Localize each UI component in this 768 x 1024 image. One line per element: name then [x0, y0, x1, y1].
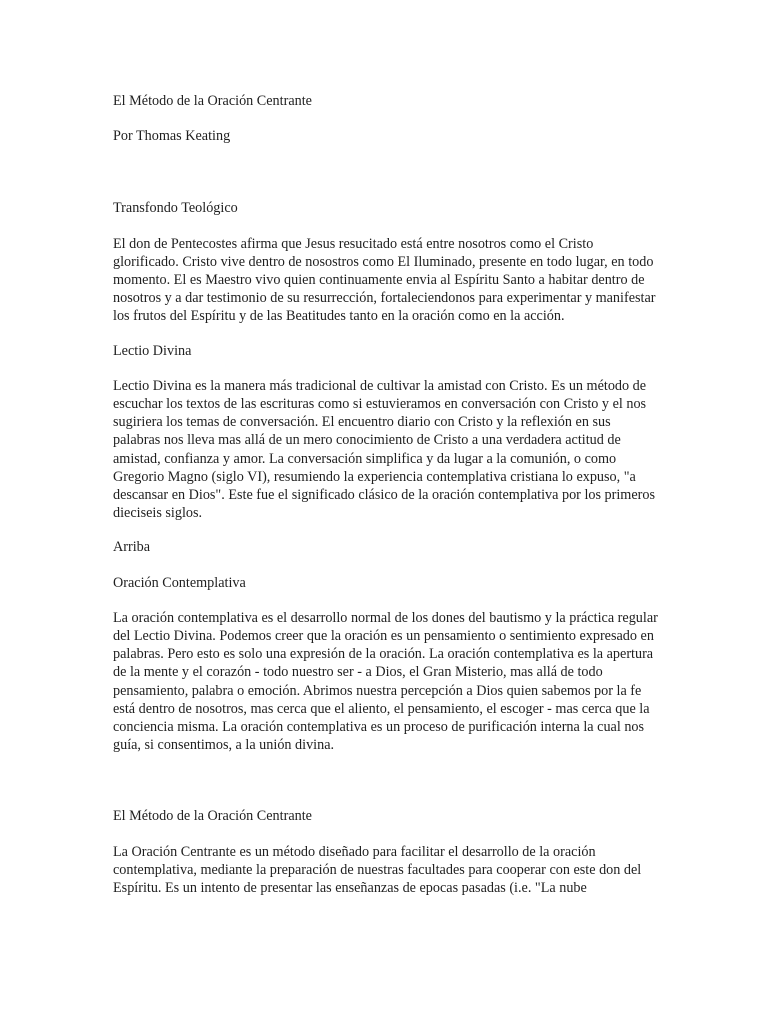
document-title: El Método de la Oración Centrante — [113, 93, 312, 109]
section-heading-transfondo: Transfondo Teológico — [113, 200, 238, 217]
section-heading-metodo: El Método de la Oración Centrante — [113, 808, 312, 825]
document-author: Por Thomas Keating — [113, 128, 231, 145]
section-body-metodo: La Oración Centrante es un método diseñado para facilitar el desarrollo de la oración contemplativa, mediante la preparación de nuestras facultades para cooperar con este don del Espíritu. Es un intento de presentar las enseñanzas de epocas pasadas (i.e. "La nube — [113, 843, 642, 897]
section-body-oracion-contemplativa: La oración contemplativa es el desarrollo normal de los dones del bautismo y la práctica regular del Lectio Divina. Podemos creer que la oración es un pensamiento o sentimiento expresado en palabras. Pero esto es solo una expresión de la oración. La oración contemplativa es la apertura de la mente y el corazón - todo nuestro ser - a Dios, el Gran Misterio, mas allá de todo pensamiento, palabra o emoción. Abrimos nuestra percepción a Dios quien sabemos por la fe está dentro de nosotros, mas cerca que el aliento, el pensamiento, el escoger - mas cerca que la conciencia misma. La oración contemplativa es un proceso de purificación interna la cual nos guía, si consentimos, a la unión divina. — [113, 609, 658, 754]
document-page — [113, 92, 658, 898]
section-heading-lectio-divina: Lectio Divina — [113, 342, 192, 359]
section-body-transfondo: El don de Pentecostes afirma que Jesus resucitado está entre nosotros como el Cristo glorificado. Cristo vive dentro de nosostros como El Iluminado, presente en todo lugar, en todo momento. El es Maestro vivo quien continuamente envia al Espíritu Santo a habitar dentro de nosotros y a dar testimonio de su resurrección, fortaleciendonos para experimentar y manifestar los frutos del Espíritu y de las Beatitudes tanto en la oración como en la acción. — [113, 235, 656, 325]
section-heading-oracion-contemplativa: Oración Contemplativa — [113, 574, 246, 591]
section-body-lectio-divina: Lectio Divina es la manera más tradicional de cultivar la amistad con Cristo. Es un método de escuchar los textos de las escrituras como si estuvieramos en conversación con Cristo y el nos sugiriera los temas de conversación. El encuentro diario con Cristo y la reflexión en sus palabras nos lleva mas allá de un mero conocimiento de Cristo a una verdadera actitud de amistad, confianza y amor. La conversación simplifica y da lugar a la comunión, o como Gregorio Magno (siglo VI), resumiendo la experiencia contemplativa cristiana lo expuso, "a descansar en Dios". Este fue el significado clásico de la oración contemplativa por los primeros dieciseis siglos. — [113, 377, 655, 522]
arriba-link[interactable]: Arriba — [113, 539, 151, 556]
